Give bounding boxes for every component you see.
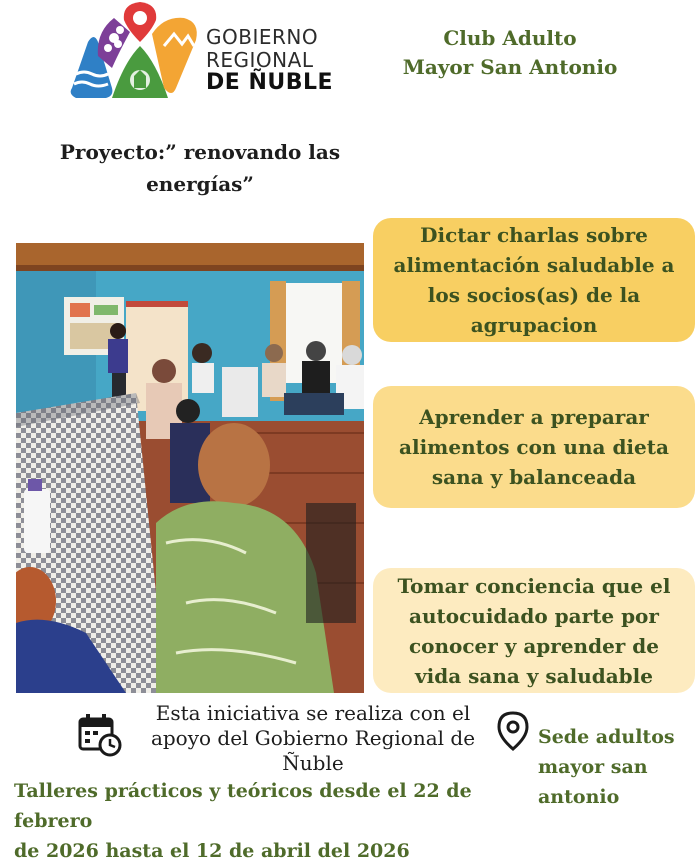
club-title-line2: Mayor San Antonio xyxy=(402,55,618,79)
objective-3-line1: Tomar conciencia que el xyxy=(397,573,671,598)
logo-mark-icon xyxy=(68,2,206,102)
project-title-line2: energías” xyxy=(146,172,254,196)
objective-3-line2: autocuidado parte por xyxy=(409,603,659,628)
calendar-clock-icon xyxy=(78,713,122,757)
logo-text-line2: REGIONAL xyxy=(206,48,314,72)
objective-3-line3: conocer y aprender de xyxy=(408,633,660,658)
dates-line1: Talleres prácticos y teóricos desde el 22 de febrero xyxy=(14,780,472,832)
project-title xyxy=(40,136,360,200)
objective-box-2 xyxy=(373,386,695,508)
workshop-dates xyxy=(14,776,544,866)
objective-1-line2: alimentación saludable a xyxy=(393,253,675,277)
location-line2: mayor san xyxy=(538,756,648,778)
objective-2-line1: Aprender a preparar xyxy=(419,405,649,429)
objective-2-line2: alimentos con una dieta xyxy=(399,435,669,459)
workshop-photo-icon xyxy=(16,243,364,693)
objective-3-line4: vida sana y saludable xyxy=(414,663,653,688)
dates-line2: de 2026 hasta el 12 de abril del 2026 xyxy=(14,840,410,862)
objective-1-line4: agrupacion xyxy=(470,313,598,337)
club-title-line1: Club Adulto xyxy=(443,26,577,50)
location-line3: antonio xyxy=(538,786,620,808)
location-pin-icon xyxy=(497,711,529,751)
support-line2: apoyo del Gobierno Regional de xyxy=(150,726,476,750)
location-text xyxy=(538,722,698,812)
project-title-line1: Proyecto:” renovando las xyxy=(59,140,341,164)
support-line3: Ñuble xyxy=(282,751,344,775)
logo-text-line3: DE ÑUBLE xyxy=(206,70,334,95)
objective-box-1 xyxy=(373,218,695,342)
club-title xyxy=(380,24,640,82)
logo xyxy=(68,2,336,102)
objective-1-line1: Dictar charlas sobre xyxy=(420,223,648,247)
logo-text-line1: GOBIERNO xyxy=(206,25,319,49)
location-line1: Sede adultos xyxy=(538,726,675,748)
objective-1-line3: los socios(as) de la xyxy=(427,283,641,307)
objective-box-3 xyxy=(373,568,695,693)
support-text xyxy=(128,701,498,776)
workshop-photo xyxy=(16,243,364,693)
support-line1: Esta iniciativa se realiza con el xyxy=(155,701,471,725)
objective-2-line3: sana y balanceada xyxy=(431,465,637,489)
